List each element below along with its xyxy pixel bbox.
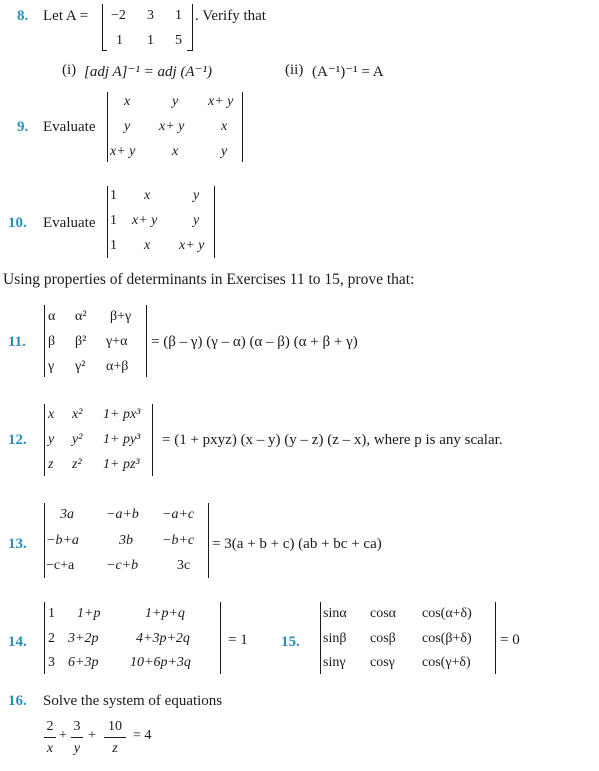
det-cell: x+ y xyxy=(179,238,205,253)
det-cell: 3+2p xyxy=(68,631,99,646)
det-cell: 3c xyxy=(177,558,191,573)
det-cell: x² xyxy=(72,407,83,422)
det-cell: β xyxy=(48,334,56,349)
det-cell: γ+α xyxy=(106,334,128,349)
det-cell: x xyxy=(221,119,228,134)
fraction-denominator: x xyxy=(46,741,54,756)
det-cell: 1 xyxy=(110,238,117,253)
det-cell: y xyxy=(193,213,200,228)
det-cell: y xyxy=(48,432,55,447)
det-cell: cos(γ+δ) xyxy=(422,655,471,670)
fraction-denominator: z xyxy=(112,741,118,756)
det-cell: x xyxy=(172,144,179,159)
det-cell: γ² xyxy=(75,359,86,374)
det-cell: β² xyxy=(75,334,87,349)
det-cell: y xyxy=(124,119,131,134)
matrix-cell: 3 xyxy=(147,8,154,23)
det-cell: x+ y xyxy=(132,213,158,228)
det-cell: −c+b xyxy=(106,558,139,573)
det-cell: 3b xyxy=(119,533,133,548)
det-cell: α+β xyxy=(106,359,129,374)
q10-lead: Evaluate xyxy=(43,215,96,231)
det-cell: y xyxy=(172,94,179,109)
q8-part-i-label: (i) xyxy=(62,62,77,78)
det-cell: sinγ xyxy=(323,655,346,670)
q12-rhs: = (1 + pxyz) (x – y) (y – z) (z – x), where p is any scalar. xyxy=(162,432,503,448)
matrix-cell: −2 xyxy=(111,8,126,23)
question-number-10: 10. xyxy=(8,215,27,231)
det-cell: cosβ xyxy=(370,631,396,646)
det-cell: 2 xyxy=(48,631,55,646)
det-cell: 6+3p xyxy=(68,655,99,670)
det-cell: 1 xyxy=(110,188,117,203)
q8-part-i-expression: [adj A]⁻¹ = adj (A⁻¹) xyxy=(84,64,213,80)
det-cell: x xyxy=(144,238,151,253)
q9-lead: Evaluate xyxy=(43,119,96,135)
question-number-16: 16. xyxy=(8,693,27,709)
plus-sign: + xyxy=(88,728,96,743)
det-cell: 1 xyxy=(110,213,117,228)
q8-part-ii-label: (ii) xyxy=(285,62,304,78)
det-cell: 1+p xyxy=(77,606,101,621)
det-cell: z² xyxy=(72,457,82,472)
fraction-denominator: y xyxy=(73,741,81,756)
det-cell: γ xyxy=(48,359,55,374)
fraction-numerator: 10 xyxy=(108,719,122,734)
question-number-9: 9. xyxy=(17,119,29,135)
q14-rhs: = 1 xyxy=(228,632,248,648)
det-cell: 3a xyxy=(60,507,74,522)
q8-tail: . Verify that xyxy=(195,8,266,24)
det-cell: β+γ xyxy=(110,309,132,324)
question-number-8: 8. xyxy=(17,8,29,24)
det-cell: 3 xyxy=(48,655,55,670)
det-cell: −a+b xyxy=(106,507,139,522)
det-cell: 1+ px³ xyxy=(103,407,141,422)
section-heading: Using properties of determinants in Exercises 11 to 15, prove that: xyxy=(3,271,415,288)
q16-lead: Solve the system of equations xyxy=(43,693,223,709)
question-number-14: 14. xyxy=(8,634,27,650)
det-cell: x+ y xyxy=(110,144,136,159)
det-cell: 1 xyxy=(48,606,55,621)
question-number-12: 12. xyxy=(8,432,27,448)
fraction-numerator: 3 xyxy=(73,719,81,734)
q15-rhs: = 0 xyxy=(500,632,520,648)
q11-rhs: = (β – γ) (γ – α) (α – β) (α + β + γ) xyxy=(151,334,358,350)
det-cell: −b+a xyxy=(46,533,79,548)
det-cell: y xyxy=(193,188,200,203)
plus-sign: + xyxy=(59,728,67,743)
det-cell: y xyxy=(221,144,228,159)
det-cell: 4+3p+2q xyxy=(136,631,190,646)
det-cell: −a+c xyxy=(162,507,195,522)
det-cell: z xyxy=(48,457,54,472)
q13-rhs: = 3(a + b + c) (ab + bc + ca) xyxy=(212,536,382,552)
det-cell: x xyxy=(48,407,55,422)
det-cell: x+ y xyxy=(159,119,185,134)
det-cell: x xyxy=(144,188,151,203)
det-cell: 1+ py³ xyxy=(103,432,141,447)
det-cell: α xyxy=(48,309,56,324)
matrix-cell: 1 xyxy=(147,33,154,48)
det-cell: x+ y xyxy=(208,94,234,109)
det-cell: −c+a xyxy=(46,558,75,573)
question-number-11: 11. xyxy=(8,334,26,350)
fraction-numerator: 2 xyxy=(46,719,54,734)
det-cell: sinβ xyxy=(323,631,347,646)
det-cell: cos(α+δ) xyxy=(422,606,472,621)
question-number-15: 15. xyxy=(281,634,300,650)
det-cell: 1+p+q xyxy=(145,606,185,621)
matrix-cell: 5 xyxy=(175,33,182,48)
question-number-13: 13. xyxy=(8,536,27,552)
det-cell: y² xyxy=(72,432,83,447)
det-cell: cos(β+δ) xyxy=(422,631,472,646)
det-cell: 1+ pz³ xyxy=(103,457,140,472)
matrix-cell: 1 xyxy=(116,33,123,48)
det-cell: −b+c xyxy=(162,533,195,548)
matrix-cell: 1 xyxy=(175,8,182,23)
det-cell: sinα xyxy=(323,606,347,621)
det-cell: cosγ xyxy=(370,655,395,670)
det-cell: cosα xyxy=(370,606,396,621)
q8-part-ii-expression: (A⁻¹)⁻¹ = A xyxy=(312,64,384,80)
det-cell: 10+6p+3q xyxy=(130,655,191,670)
det-cell: x xyxy=(124,94,131,109)
det-cell: α² xyxy=(75,309,87,324)
q8-lead: Let A = xyxy=(43,8,89,24)
equation-rhs: = 4 xyxy=(133,728,152,743)
